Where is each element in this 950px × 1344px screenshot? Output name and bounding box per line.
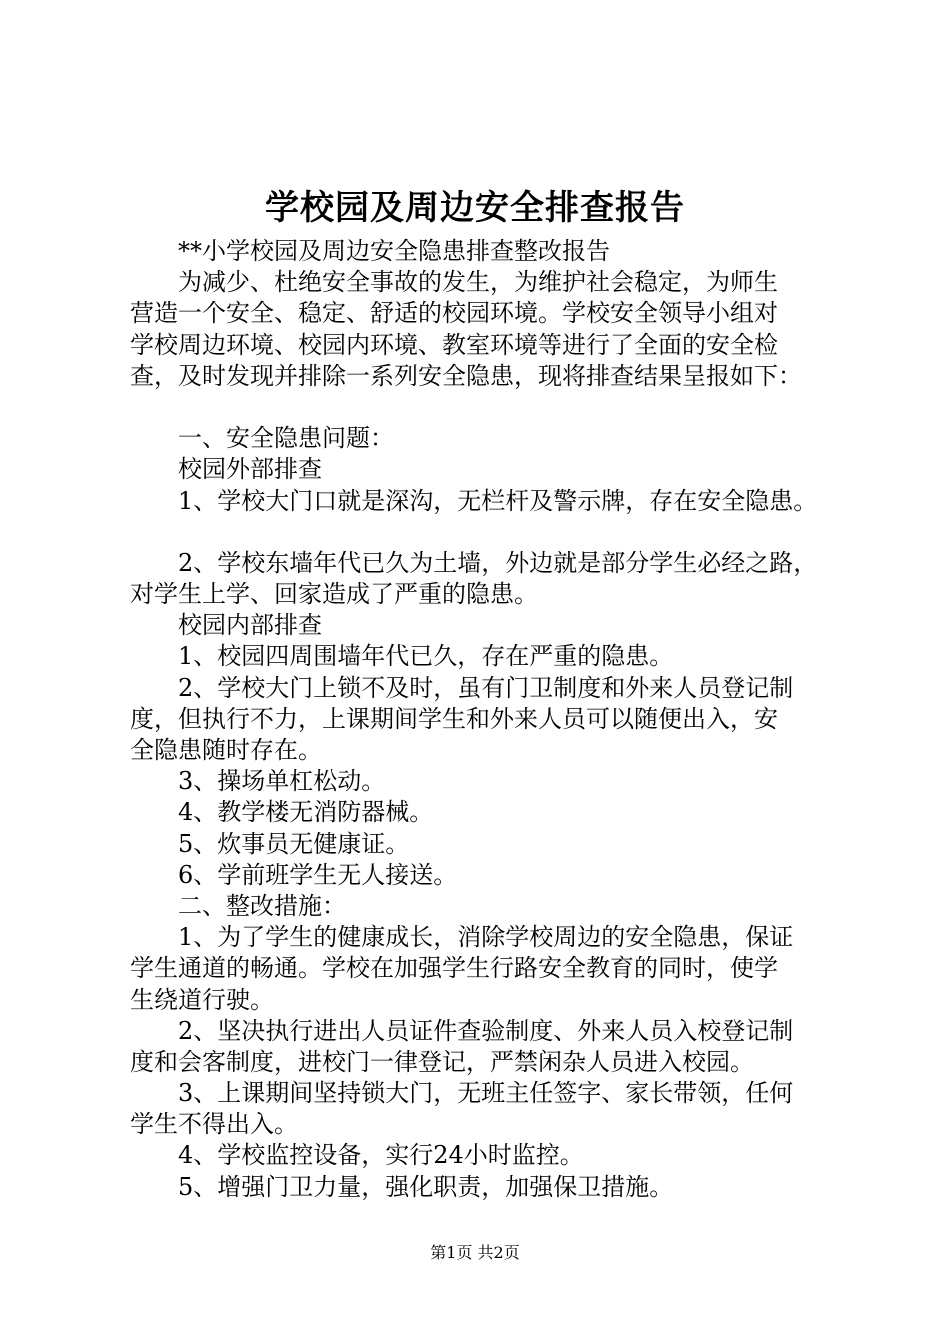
body-line: 2、学校大门上锁不及时，虽有门卫制度和外来人员登记制 xyxy=(178,673,794,702)
body-line: 校园内部排查 xyxy=(178,611,322,640)
body-line: 5、炊事员无健康证。 xyxy=(178,829,410,858)
body-line: 2、坚决执行进出人员证件查验制度、外来人员入校登记制 xyxy=(178,1016,794,1045)
body-line: **小学校园及周边安全隐患排查整改报告 xyxy=(178,237,610,265)
document-body xyxy=(130,236,850,1203)
body-line: 度和会客制度，进校门一律登记，严禁闲杂人员进入校园。 xyxy=(130,1047,754,1076)
blank-line xyxy=(130,392,850,423)
body-line: 4、教学楼无消防器械。 xyxy=(178,798,434,827)
blank-line xyxy=(130,517,850,548)
body-line: 1、校园四周围墙年代已久，存在严重的隐患。 xyxy=(178,642,674,671)
body-line: 学生通道的畅通。学校在加强学生行路安全教育的同时，使学 xyxy=(130,954,778,983)
body-line: 对学生上学、回家造成了严重的隐患。 xyxy=(130,580,538,609)
body-line: 6、学前班学生无人接送。 xyxy=(178,860,458,889)
page-footer: 第1页 共2页 xyxy=(430,1243,520,1262)
body-line: 学校周边环境、校园内环境、教室环境等进行了全面的安全检 xyxy=(130,330,778,359)
body-line: 4、学校监控设备，实行24小时监控。 xyxy=(178,1141,584,1170)
body-line: 度，但执行不力，上课期间学生和外来人员可以随便出入，安 xyxy=(130,704,778,733)
body-line: 营造一个安全、稳定、舒适的校园环境。学校安全领导小组对 xyxy=(130,299,778,328)
body-line: 查，及时发现并排除一系列安全隐患，现将排查结果呈报如下： xyxy=(130,361,802,390)
body-line: 2、学校东墙年代已久为土墙，外边就是部分学生必经之路， xyxy=(178,548,818,577)
body-line: 校园外部排查 xyxy=(178,455,322,484)
body-line: 生绕道行驶。 xyxy=(130,985,274,1014)
body-line: 1、为了学生的健康成长，消除学校周边的安全隐患，保证 xyxy=(178,923,794,952)
body-line: 为减少、杜绝安全事故的发生，为维护社会稳定，为师生 xyxy=(178,268,778,297)
body-line: 学生不得出入。 xyxy=(130,1110,298,1139)
body-line: 全隐患随时存在。 xyxy=(130,736,322,764)
body-line: 3、操场单杠松动。 xyxy=(178,767,386,796)
body-line: 1、学校大门口就是深沟，无栏杆及警示牌，存在安全隐患。 xyxy=(178,486,818,515)
body-line: 一、安全隐患问题： xyxy=(178,424,394,453)
document-title: 学校园及周边安全排查报告 xyxy=(265,188,685,228)
body-line: 3、上课期间坚持锁大门，无班主任签字、家长带领，任何 xyxy=(178,1079,794,1108)
body-line: 5、增强门卫力量，强化职责，加强保卫措施。 xyxy=(178,1172,674,1201)
body-line: 二、整改措施： xyxy=(178,891,346,920)
